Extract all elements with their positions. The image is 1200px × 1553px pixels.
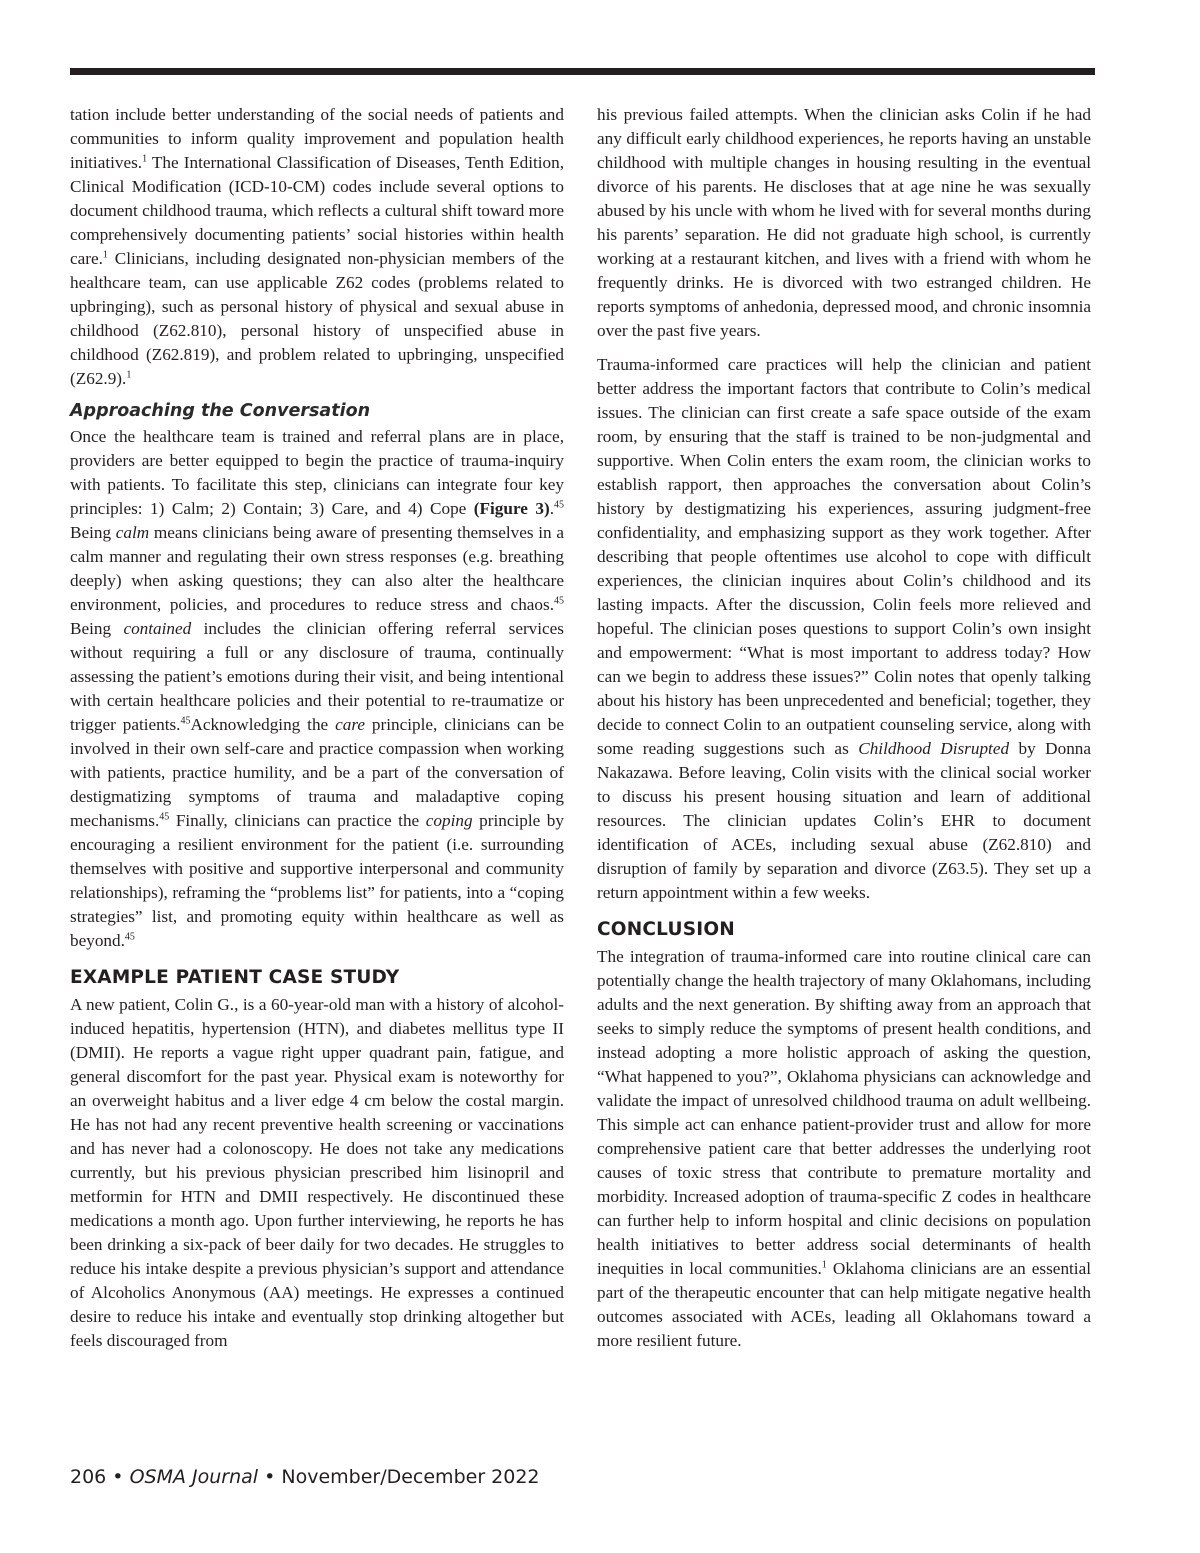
- approaching-conversation-heading: Approaching the Conversation: [70, 401, 371, 421]
- page-number: 206: [70, 1466, 107, 1488]
- conclusion-paragraph: The integration of trauma-informed care into routine clinical care can potentially change the health trajectory of many Oklahomans, including adults and the next generation. By shifting away from an approach that seeks to simply reduce the symptoms of present health conditions, and instead adopting a more holistic approach of asking the question, “What happened to you?”, Oklahoma physicians can acknowledge and validate the impact of unresolved childhood trauma on adult wellbeing. This simple act can enhance patient-provider trust and allow for more comprehensive patient care that better addresses the underlying root causes of toxic stress that contribute to premature mortality and morbidity. Increased adoption of trauma-specific Z codes in healthcare can further help to inform hospital and clinic decisions on population health initiatives to better address social determinants of health inequities in local communities.$^1$ Oklahoma clinicians are an essential part of the therapeutic encounter that can help mitigate negative health outcomes associated with ACEs, leading all Oklahomans toward a more resilient future.: [597, 947, 1091, 1350]
- citation: 45: [554, 595, 564, 607]
- citation: 1: [142, 153, 148, 165]
- citation: 45: [554, 499, 564, 511]
- citation: 1: [102, 249, 108, 261]
- case-study-heading: EXAMPLE PATIENT CASE STUDY: [70, 967, 400, 988]
- citation: 45: [159, 811, 170, 823]
- citation: 1: [126, 369, 132, 381]
- trauma-informed-care-paragraph: Trauma-informed care practices will help the clinician and patient better address the important factors that contribute to Colin’s medical issues. The clinician can first create a safe space outside of the exam room, by ensuring that the staff is trained to be non-judgmental and supportive. When Colin enters the exam room, the clinician works to establish rapport, then approaches the conversation about Colin’s history by destigmatizing his experiences, assuring judgment-free confidentiality, and emphasizing support as they work together. After describing that people oftentimes use alcohol to cope with difficult experiences, the clinician inquires about Colin’s childhood and its lasting impacts. After the discussion, Colin feels more relieved and hopeful. The clinician poses questions to support Colin’s own insight and empowerment: “What is most important to address today? How can we begin to address these issues?” Colin notes that openly talking about his history has been unprecedented and beneficial; together, they decide to connect Colin to an outpatient counseling service, along with some reading suggestions such as Childhood Disrupted by Donna Nakazawa. Before leaving, Colin visits with the clinical social worker to discuss his present housing situation and learn of additional resources. The clinician updates Colin’s EHR to document identification of ACEs, including sexual abuse (Z62.810) and disruption of family by separation and divorce (Z63.5). They set up a return appointment within a few weeks.: [597, 355, 1092, 902]
- header-rule: [70, 68, 1095, 75]
- right-column: [597, 103, 1091, 1353]
- figure-reference: (Figure 3): [473, 499, 550, 518]
- journal-name: OSMA Journal: [129, 1466, 259, 1488]
- conclusion-heading: CONCLUSION: [597, 919, 735, 940]
- citation: 45: [180, 715, 191, 727]
- page-footer: 206 • OSMA Journal • November/December 2022: [70, 1466, 540, 1488]
- issue-date: November/December 2022: [281, 1466, 540, 1488]
- icd-codes-paragraph: tation include better understanding of the social needs of patients and communities to inform quality improvement and population health initiatives.$^1$ The International Classification of Diseases, Tenth Edition, Clinical Modification (ICD-10-CM) codes include several options to document childhood trauma, which reflects a cultural shift toward more comprehensively documenting patients’ social histories within health care.$^1$ Clinicians, including designated non-physician members of the healthcare team, can use applicable Z62 codes (problems related to upbringing), such as personal history of physical and sexual abuse in childhood (Z62.810), personal history of unspecified abuse in childhood (Z62.819), and problem related to upbringing, unspecified (Z62.9).$^1$: [70, 105, 564, 388]
- citation: 45: [124, 931, 135, 943]
- case-study-paragraph: A new patient, Colin G., is a 60-year-old man with a history of alcohol-induced hepatitis, hypertension (HTN), and diabetes mellitus type II (DMII). He reports a vague right upper quadrant pain, fatigue, and general discomfort for the past year. Physical exam is noteworthy for an overweight habitus and a liver edge 4 cm below the costal margin. He has not had any recent preventive health screening or vaccinations and has never had a colonoscopy. He does not take any medications currently, but his previous physician prescribed him lisinopril and metformin for HTN and DMII respectively. He discontinued these medications a month ago. Upon further interviewing, he reports he has been drinking a six-pack of beer daily for two decades. He struggles to reduce his intake despite a previous physician’s support and attendance of Alcoholics Anonymous (AA) meetings. He expresses a continued desire to reduce his intake and eventually stop drinking altogether but feels discouraged from: [70, 995, 564, 1350]
- book-title: Childhood Disrupted: [858, 739, 1010, 758]
- case-history-paragraph: his previous failed attempts. When the clinician asks Colin if he had any difficult early childhood experiences, he reports having an unstable childhood with multiple changes in housing resulting in the eventual divorce of his parents. He discloses that at age nine he was sexually abused by his uncle with whom he lived with for several months during his parents’ separation. He did not graduate high school, is currently working at a restaurant kitchen, and lives with a friend with whom he frequently drinks. He is divorced with two estranged children. He reports symptoms of anhedonia, depressed mood, and chronic insomnia over the past five years.: [597, 105, 1091, 340]
- left-column: [70, 103, 564, 1353]
- principles-paragraph: Once the healthcare team is trained and referral plans are in place, providers are better equipped to begin the practice of trauma-inquiry with patients. To facilitate this step, clinicians can integrate four key principles: 1) Calm; 2) Contain; 3) Care, and 4) Cope (Figure 3).$^{45}$ Being calm means clinicians being aware of presenting themselves in a calm manner and regulating their own stress responses (e.g. breathing deeply) when asking questions; they can also alter the healthcare environment, policies, and procedures to reduce stress and chaos.$^{45}$ Being contained includes the clinician offering referral services without requiring a full or any disclosure of trauma, continually assessing the patient’s emotions during their visit, and being intentional with certain healthcare policies and their potential to re-traumatize or trigger patients.$^{45}$Acknowledging the care principle, clinicians can be involved in their own self-care and practice compassion when working with patients, practice humility, and be a part of the conversation of destigmatizing symptoms of trauma and maladaptive coping mechanisms.$^{45}$ Finally, clinicians can practice the coping principle by encouraging a resilient environment for the patient (i.e. surrounding themselves with positive and supportive interpersonal and community relationships), reframing the “problems list” for patients, into a “coping strategies” list, and promoting equity within healthcare as well as beyond.$^{45}$: [70, 427, 564, 950]
- citation: 1: [821, 1259, 827, 1271]
